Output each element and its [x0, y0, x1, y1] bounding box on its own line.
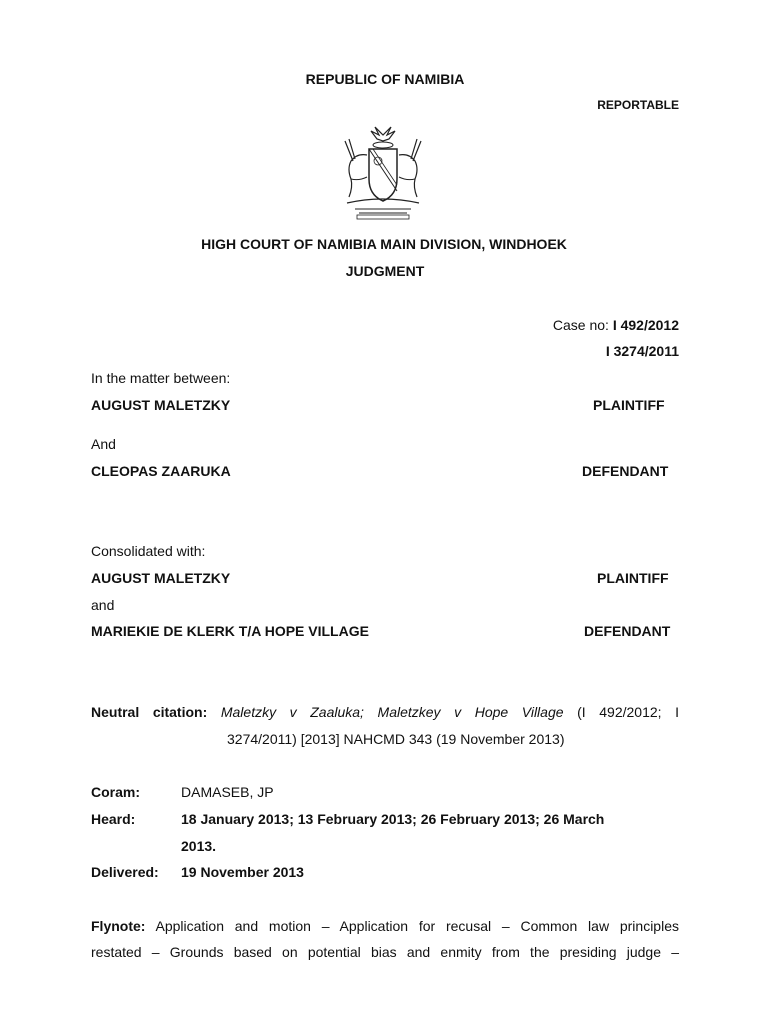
country-heading: REPUBLIC OF NAMIBIA — [305, 71, 465, 87]
plaintiff-name-1: AUGUST MALETZKY — [91, 397, 231, 413]
heard-dates-line-1: 18 January 2013; 13 February 2013; 26 February 2013; 26 March — [181, 811, 605, 827]
coram-label: Coram: — [91, 784, 141, 800]
case-number-secondary: I 3274/2011 — [605, 343, 679, 359]
case-number-label: Case no: — [552, 317, 613, 333]
and-connector-2: and — [91, 597, 115, 613]
flynote-text-1: Application and motion – Application for recusal – Common law principles — [155, 918, 679, 934]
neutral-citation-case-name: Maletzky v Zaaluka; Maletzkey v Hope Village — [220, 704, 564, 720]
court-heading: HIGH COURT OF NAMIBIA MAIN DIVISION, WINDHOEK — [201, 236, 567, 252]
reportable-label: REPORTABLE — [597, 98, 679, 112]
coram-value: DAMASEB, JP — [181, 784, 274, 800]
judgment-heading: JUDGMENT — [345, 263, 425, 279]
case-number-primary: I 492/2012 — [612, 317, 679, 333]
heard-label: Heard: — [91, 811, 136, 827]
neutral-citation-numbers: (I 492/2012; I — [577, 704, 680, 720]
defendant-role-1: DEFENDANT — [582, 463, 669, 479]
coat-of-arms-icon — [333, 121, 433, 221]
case-number-line — [430, 317, 679, 333]
matter-intro: In the matter between: — [91, 370, 231, 386]
heard-dates-line-2: 2013. — [181, 838, 217, 854]
delivered-label: Delivered: — [91, 864, 159, 880]
defendant-role-2: DEFENDANT — [584, 623, 671, 639]
plaintiff-name-2: AUGUST MALETZKY — [91, 570, 231, 586]
flynote-label: Flynote: — [91, 918, 146, 934]
flynote-line-2: restated – Grounds based on potential bias and enmity from the presiding judge – — [91, 944, 679, 960]
defendant-name-1: CLEOPAS ZAARUKA — [91, 463, 231, 479]
plaintiff-role-2: PLAINTIFF — [597, 570, 669, 586]
neutral-citation-label: Neutral citation: — [91, 704, 208, 720]
defendant-name-2: MARIEKIE DE KLERK T/A HOPE VILLAGE — [91, 623, 369, 639]
and-connector-1: And — [91, 436, 116, 452]
consolidated-label: Consolidated with: — [91, 543, 206, 559]
neutral-citation-line-1 — [91, 704, 679, 720]
flynote-line-1 — [91, 918, 679, 934]
delivered-value: 19 November 2013 — [181, 864, 304, 880]
neutral-citation-line-2: 3274/2011) [2013] NAHCMD 343 (19 November 2013) — [227, 731, 565, 747]
plaintiff-role-1: PLAINTIFF — [593, 397, 665, 413]
